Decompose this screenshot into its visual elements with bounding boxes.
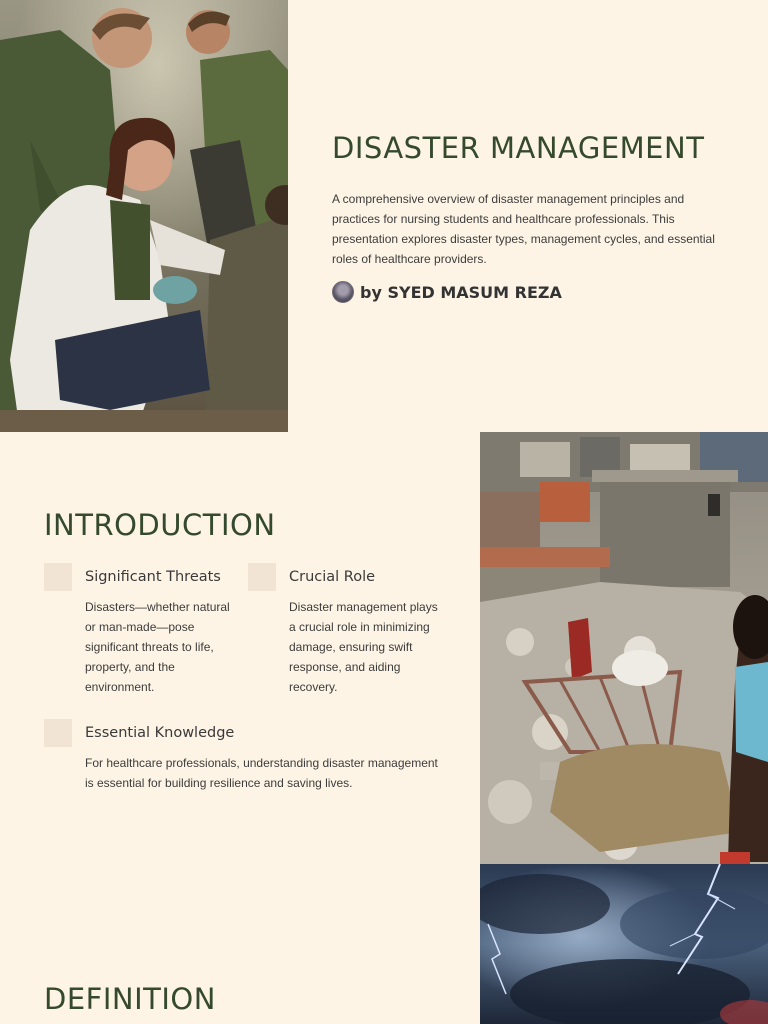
introduction-heading: INTRODUCTION <box>44 508 276 542</box>
presentation-description: A comprehensive overview of disaster management principles and practices for nursing students and healthcare professionals. This presentation explores disaster types, management cycles, and essential roles of healthcare providers. <box>332 192 715 266</box>
presentation-title: DISASTER MANAGEMENT <box>332 131 705 165</box>
card-icon-box <box>44 563 72 591</box>
disaster-rubble-photo <box>480 432 768 864</box>
card-text: Disasters—whether natural or man-made—pose significant threats to life, property, and the environment. <box>85 600 230 694</box>
hero-photo-healthcare-workers <box>0 0 288 432</box>
author-name: by SYED MASUM REZA <box>360 282 562 302</box>
card-icon-box <box>44 719 72 747</box>
card-text: Disaster management plays a crucial role in minimizing damage, ensuring swift response, and aiding recovery. <box>289 600 438 694</box>
author-byline <box>332 281 562 303</box>
author-avatar <box>332 281 354 303</box>
storm-lightning-photo <box>480 864 768 1024</box>
card-icon-box <box>248 563 276 591</box>
card-title: Crucial Role <box>289 569 376 585</box>
card-text: For healthcare professionals, understanding disaster management is essential for building resilience and saving lives. <box>85 756 438 790</box>
definition-heading: DEFINITION <box>44 982 216 1016</box>
card-title: Essential Knowledge <box>85 725 235 741</box>
card-title: Significant Threats <box>85 569 221 585</box>
